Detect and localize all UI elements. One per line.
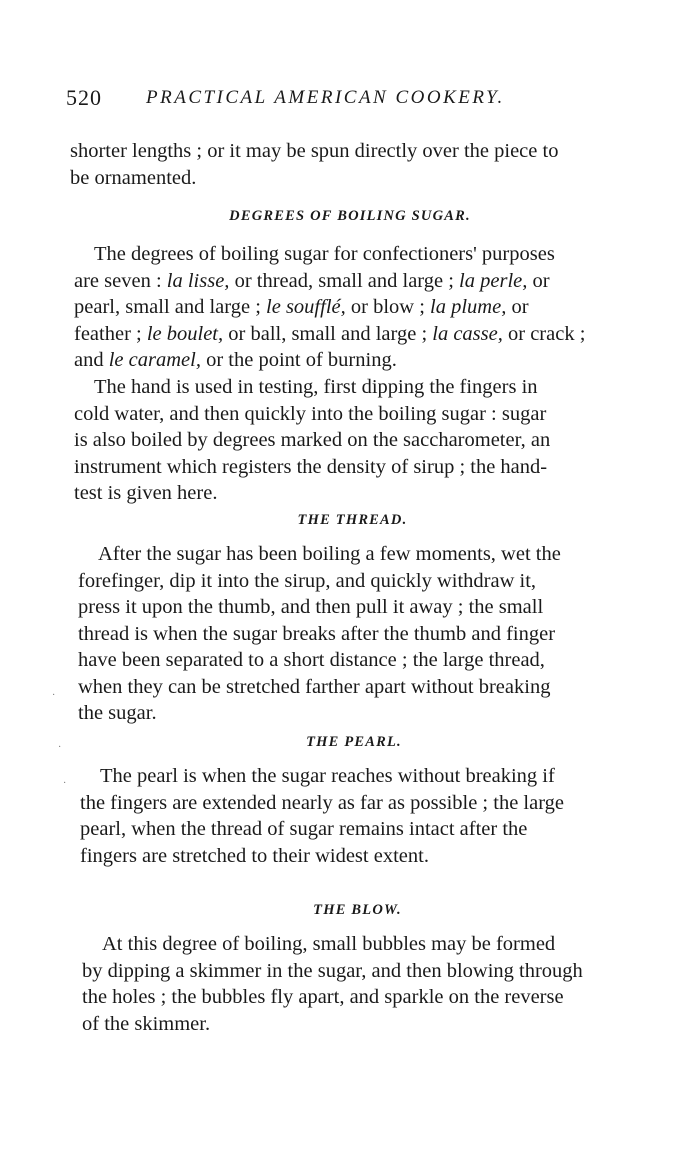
section-heading-blow: THE BLOW. [313, 902, 402, 918]
paper-speck: · [58, 742, 62, 753]
page-header [66, 85, 646, 115]
text-line: After the sugar has been boiling a few moments, wet the [98, 543, 561, 565]
text-line: are seven : la lisse, or thread, small and large ; la perle, or [74, 269, 550, 292]
text-line: test is given here. [74, 482, 218, 504]
text-line: the sugar. [78, 702, 157, 724]
text-line: shorter lengths ; or it may be spun directly over the piece to [70, 140, 559, 162]
text-line: of the skimmer. [82, 1012, 211, 1035]
text-line: forefinger, dip it into the sirup, and quickly withdraw it, [78, 569, 537, 592]
section-heading-degrees: DEGREES OF BOILING SUGAR. [229, 208, 471, 224]
text-line: is also boiled by degrees marked on the saccharometer, an [74, 429, 551, 451]
thread-paragraph [78, 541, 630, 727]
paper-speck: · [63, 778, 67, 789]
text-line: feather ; le boulet, or ball, small and large ; la casse, or crack ; [74, 322, 586, 345]
text-line: thread is when the sugar breaks after the thumb and finger [78, 622, 556, 645]
text-line: fingers are stretched to their widest extent. [80, 844, 429, 867]
text-line: press it upon the thumb, and then pull it away ; the small [78, 596, 544, 618]
text-line: instrument which registers the density of sirup ; the hand- [74, 455, 548, 478]
blow-paragraph [82, 931, 634, 1037]
text-line: cold water, and then quickly into the boiling sugar : sugar [74, 402, 547, 425]
text-line: have been separated to a short distance ; the large thread, [78, 649, 545, 671]
text-line: and le caramel, or the point of burning. [74, 349, 397, 371]
page-number: 520 [66, 85, 102, 110]
text-line: The degrees of boiling sugar for confectioners' purposes [94, 243, 555, 265]
text-line: The pearl is when the sugar reaches without breaking if [100, 765, 555, 787]
text-line: pearl, when the thread of sugar remains intact after the [80, 818, 528, 840]
text-line: At this degree of boiling, small bubbles may be formed [102, 933, 556, 955]
text-line: the holes ; the bubbles fly apart, and sparkle on the reverse [82, 986, 564, 1008]
running-title: PRACTICAL AMERICAN COOKERY. [146, 87, 505, 108]
paper-speck: · [52, 690, 56, 701]
section-heading-thread: THE THREAD. [297, 512, 408, 528]
section-heading-pearl: THE PEARL. [306, 734, 402, 750]
text-line: the fingers are extended nearly as far as possible ; the large [80, 791, 565, 814]
pearl-paragraph [80, 763, 630, 869]
degrees-paragraph-1 [74, 241, 630, 374]
text-line: pearl, small and large ; le soufflé, or blow ; la plume, or [74, 296, 529, 318]
text-line: by dipping a skimmer in the sugar, and then blowing through [82, 959, 583, 982]
text-line: The hand is used in testing, first dipping the fingers in [94, 376, 538, 398]
continuation-paragraph [70, 138, 630, 191]
text-line: when they can be stretched farther apart without breaking [78, 675, 551, 698]
text-line: be ornamented. [70, 166, 197, 189]
degrees-paragraph-2 [74, 374, 630, 507]
